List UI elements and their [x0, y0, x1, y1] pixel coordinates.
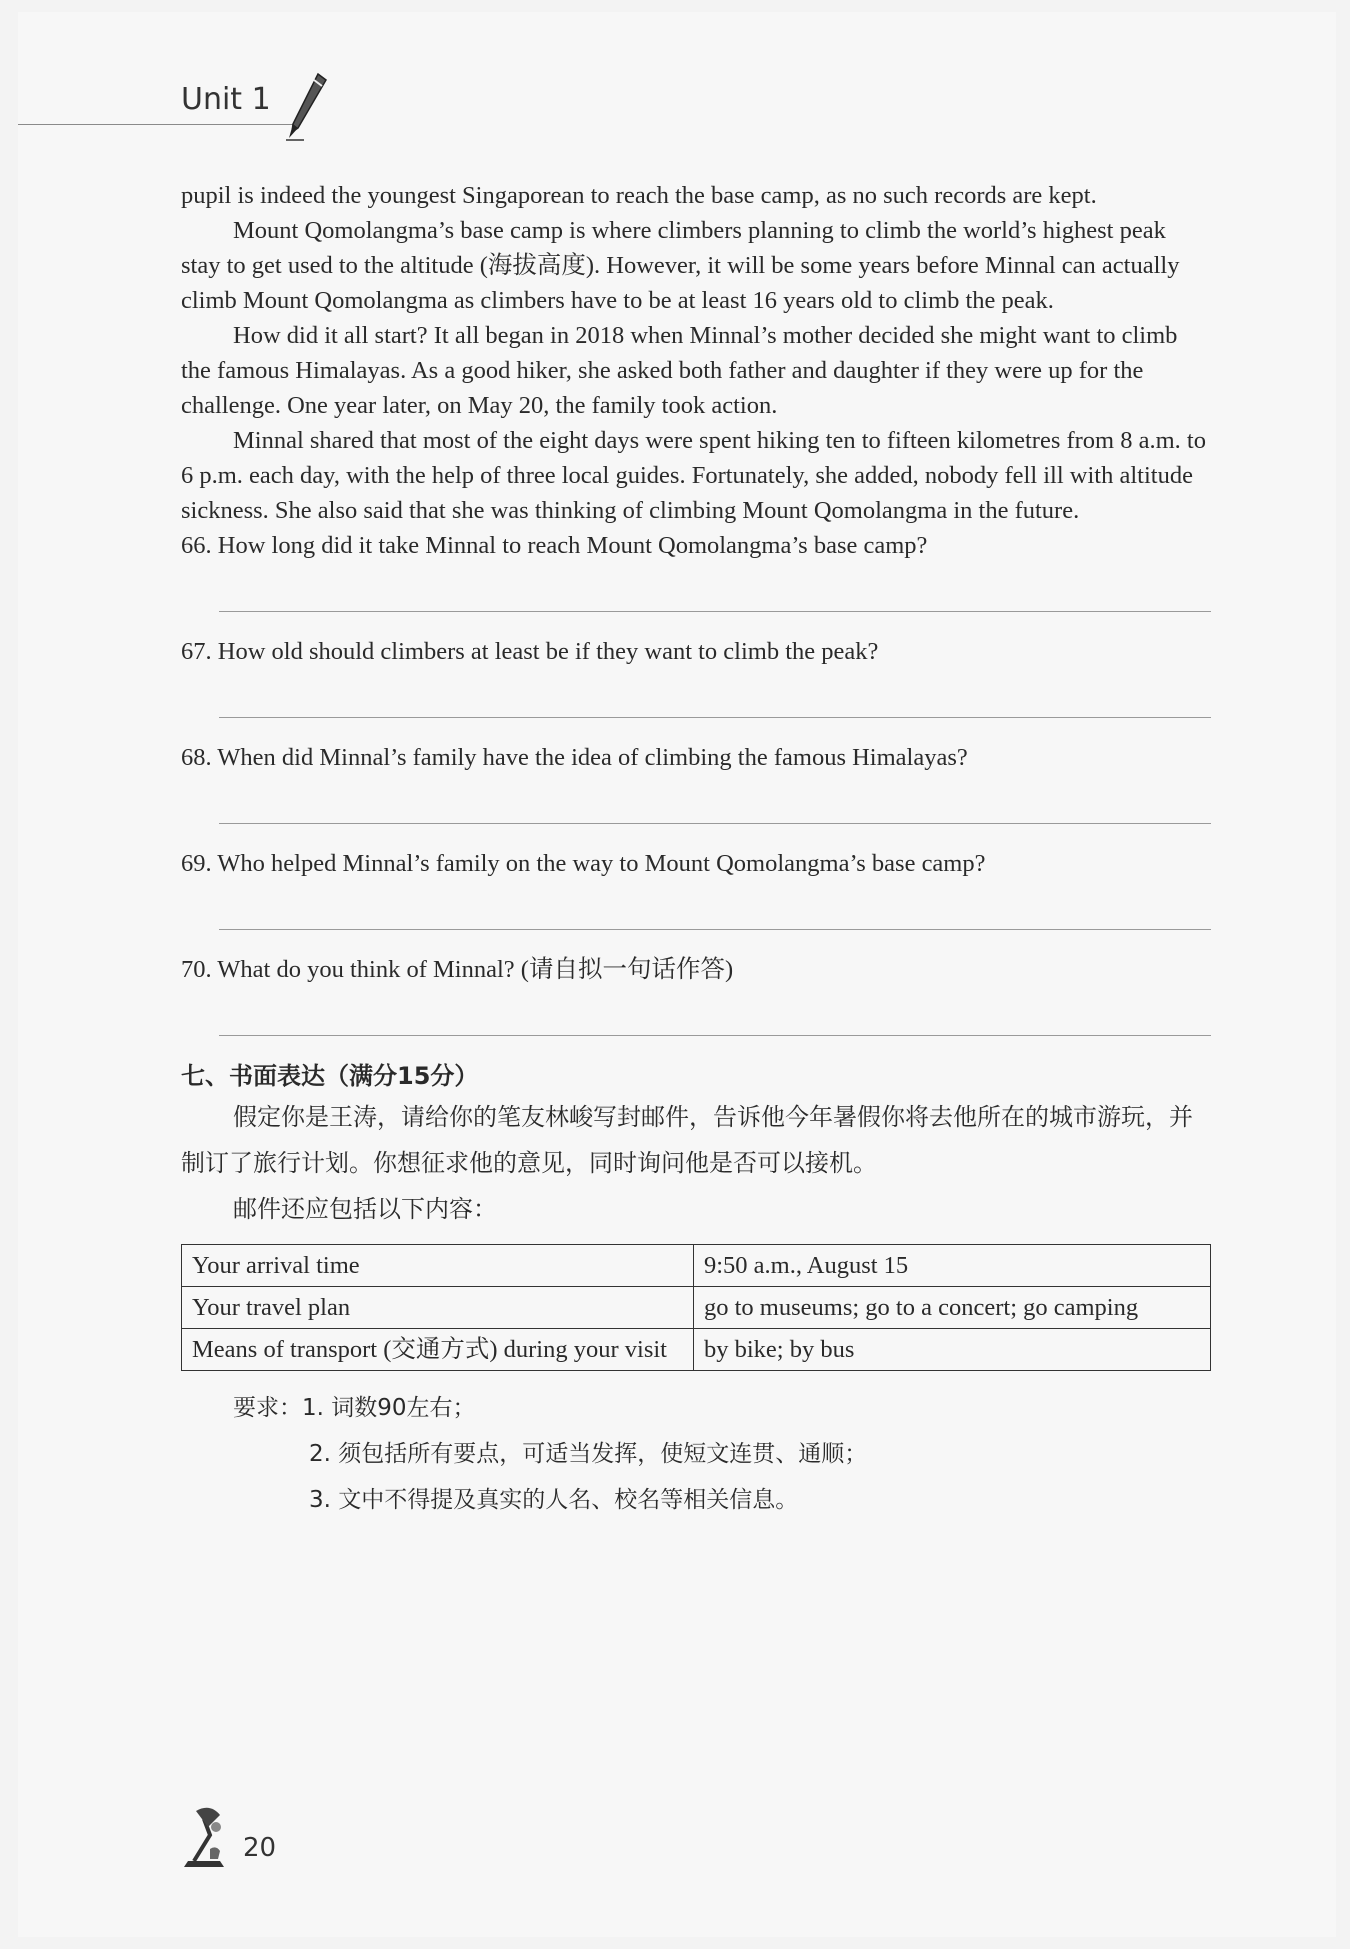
question-69: 69. Who helped Minnal’s family on the way to Mount Qomolangma’s base camp?	[181, 850, 986, 877]
table-row	[182, 1329, 1211, 1371]
requirement-2: 2. 须包括所有要点，可适当发挥，使短文连贯、通顺；	[309, 1441, 868, 1467]
question-66: 66. How long did it take Minnal to reach Mount Qomolangma’s base camp?	[181, 532, 928, 559]
requirements-label: 要求：	[233, 1395, 302, 1421]
table-row	[182, 1245, 1211, 1287]
writing-prompt: 假定你是王涛，请给你的笔友林峻写封邮件，告诉他今年暑假你将去他所在的城市游玩，并制订了旅行计划。你想征求他的意见，同时询问他是否可以接机。	[181, 1103, 1193, 1177]
table-cell: go to museums; go to a concert; go camping	[694, 1287, 1211, 1329]
passage-paragraph: pupil is indeed the youngest Singaporean to reach the base camp, as no such records are kept.	[181, 182, 1097, 209]
desk-lamp-icon	[180, 1805, 236, 1871]
writing-prompt-note: 邮件还应包括以下内容：	[233, 1195, 497, 1223]
table-cell: by bike; by bus	[694, 1329, 1211, 1371]
passage-paragraph: Minnal shared that most of the eight days were spent hiking ten to fifteen kilometres from 8 a.m. to 6 p.m. each day, with the help of three local guides. Fortunately, she added, nobody fell ill with altitude sickness. She also said that she was thinking of climbing Mount Qomolangma in the future.	[181, 427, 1206, 524]
unit-title: Unit 1	[181, 82, 271, 117]
passage-paragraph: Mount Qomolangma’s base camp is where climbers planning to climb the world’s highest peak stay to get used to the altitude (海拔高度). However, it will be some years before Minnal can actually climb Mount Qomolangma as climbers have to be at least 16 years old to climb the peak.	[181, 217, 1180, 314]
answer-line-68[interactable]	[219, 823, 1211, 824]
answer-line-67[interactable]	[219, 717, 1211, 718]
question-67: 67. How old should climbers at least be if they want to climb the peak?	[181, 638, 879, 665]
table-row	[182, 1287, 1211, 1329]
table-cell: Your travel plan	[182, 1287, 694, 1329]
requirements	[181, 1385, 1211, 1523]
question-68: 68. When did Minnal’s family have the idea of climbing the famous Himalayas?	[181, 744, 968, 771]
answer-line-69[interactable]	[219, 929, 1211, 930]
question-70: 70. What do you think of Minnal? (请自拟一句话作答)	[181, 956, 734, 983]
requirement-1: 要求：1. 词数90左右；	[233, 1395, 476, 1421]
pen-icon	[284, 70, 332, 142]
page-number: 20	[243, 1833, 277, 1863]
passage-paragraph: How did it all start? It all began in 2018 when Minnal’s mother decided she might want to climb the famous Himalayas. As a good hiker, she asked both father and daughter if they were up for the challenge. One year later, on May 20, the family took action.	[181, 322, 1178, 419]
answer-line-70[interactable]	[219, 1035, 1211, 1036]
table-cell: Means of transport (交通方式) during your visit	[182, 1329, 694, 1371]
header-rule	[18, 124, 298, 125]
requirement-3: 3. 文中不得提及真实的人名、校名等相关信息。	[309, 1487, 799, 1513]
table-cell: 9:50 a.m., August 15	[694, 1245, 1211, 1287]
page-content	[181, 178, 1211, 1523]
email-content-table	[181, 1244, 1211, 1371]
answer-line-66[interactable]	[219, 611, 1211, 612]
writing-section-heading: 七、书面表达（满分15分）	[181, 1062, 479, 1090]
table-cell: Your arrival time	[182, 1245, 694, 1287]
